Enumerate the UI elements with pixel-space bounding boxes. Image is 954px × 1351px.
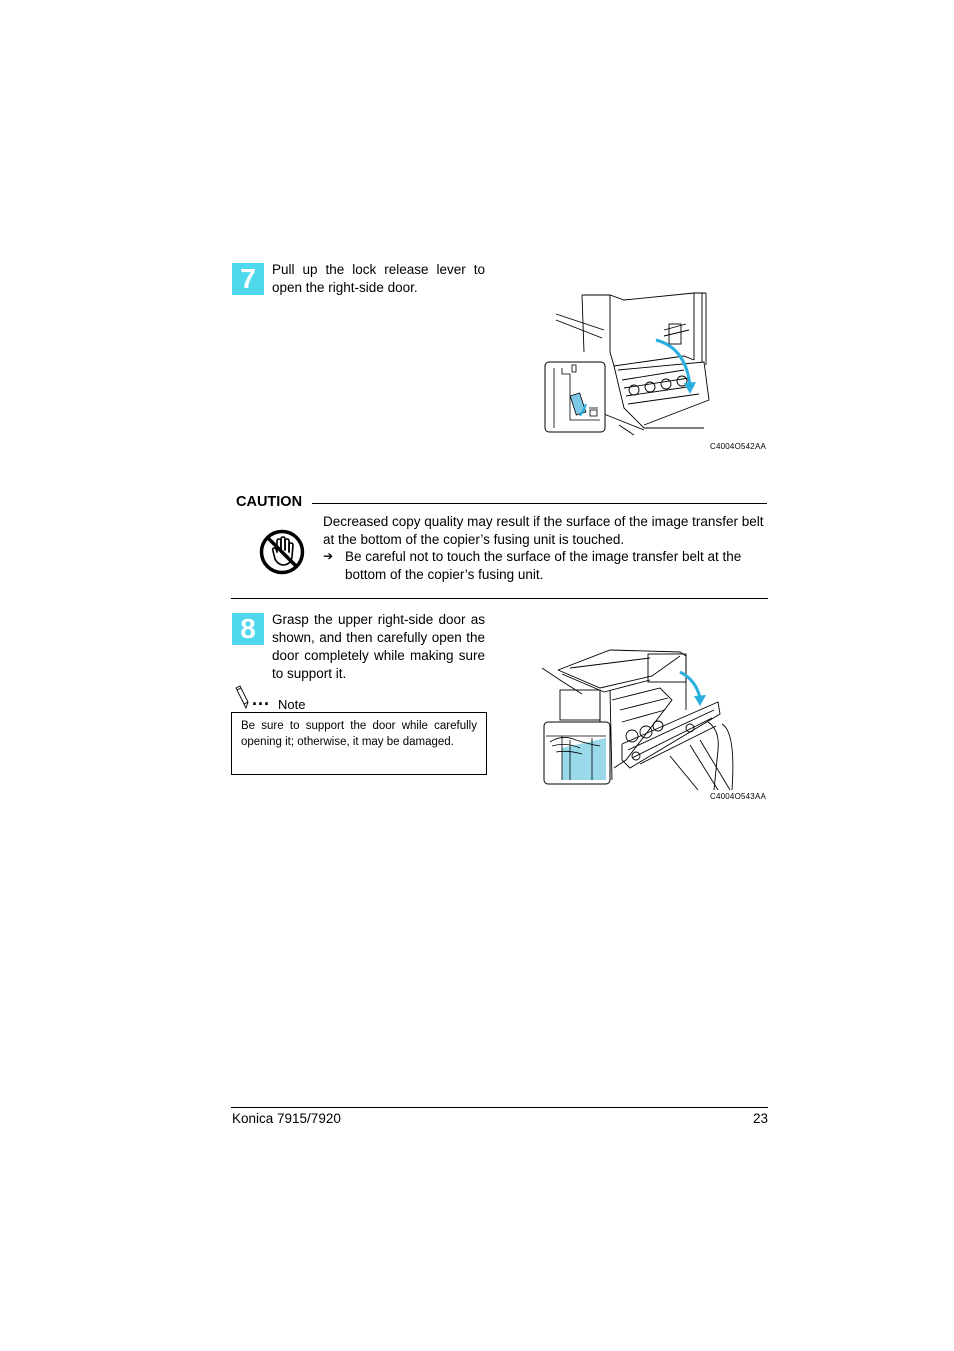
step-7-figure-code: C4004O542AA	[710, 442, 767, 451]
step-8-figure	[540, 640, 768, 790]
step-7-text: Pull up the lock release lever to open the right-side door.	[272, 262, 485, 295]
pencil-icon	[232, 684, 254, 710]
note-label: Note	[278, 697, 306, 712]
step-8-figure-code: C4004O543AA	[710, 792, 767, 801]
copier-right-door-lever-illustration	[544, 290, 768, 438]
caution-bullet-text: Be careful not to touch the surface of the image transfer belt at the bottom of the copier’s fusing unit.	[345, 549, 742, 582]
note-box	[231, 712, 487, 775]
footer-product: Konica 7915/7920	[232, 1111, 341, 1126]
caution-title: CAUTION	[236, 494, 303, 510]
footer-rule	[231, 1107, 768, 1108]
no-touch-hand-icon	[259, 529, 305, 575]
note-text: Be sure to support the door while carefully opening it; otherwise, it may be damaged.	[241, 720, 477, 748]
step-8-text: Grasp the upper right-side door as shown, and then carefully open the door completely while making sure to support it.	[272, 612, 485, 681]
caution-bullet-arrow: ➔	[323, 549, 334, 563]
step-8-number: 8	[240, 613, 256, 644]
step-7-number: 7	[240, 263, 256, 294]
step-7-figure	[544, 290, 768, 438]
step-7-badge	[232, 263, 264, 295]
note-dots: ...	[252, 689, 271, 709]
step-8-badge	[232, 613, 264, 645]
copier-upper-door-open-illustration	[540, 640, 768, 790]
caution-bottom-rule	[231, 598, 768, 599]
footer-page-number: 23	[752, 1111, 768, 1126]
caution-body: Decreased copy quality may result if the surface of the image transfer belt at the bottom of the copier’s fusing unit is touched.	[323, 514, 764, 547]
caution-top-rule	[312, 503, 767, 504]
